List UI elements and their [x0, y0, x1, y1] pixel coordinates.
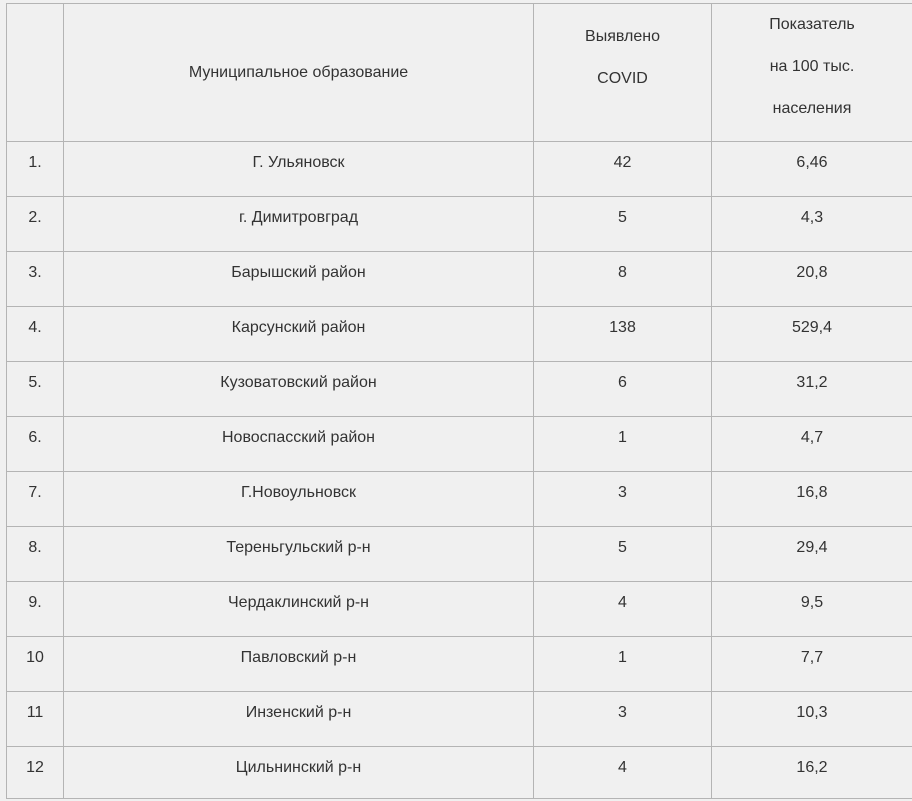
municipality-cell: Новоспасский район [64, 417, 534, 472]
cases-cell: 42 [534, 142, 712, 197]
header-rate-line3: населения [772, 100, 852, 117]
municipality-cell: Цильнинский р-н [64, 747, 534, 799]
table-row [7, 637, 912, 692]
rate-cell: 10,3 [712, 692, 912, 747]
table-body [7, 142, 912, 799]
rate-cell: 9,5 [712, 582, 912, 637]
municipality-cell: Г. Ульяновск [64, 142, 534, 197]
cases-cell: 1 [534, 637, 712, 692]
rate-cell: 16,8 [712, 472, 912, 527]
table-row [7, 417, 912, 472]
header-rate-line2: на 100 тыс. [769, 58, 855, 75]
rate-cell: 31,2 [712, 362, 912, 417]
rate-cell: 20,8 [712, 252, 912, 307]
municipality-cell: Г.Новоульновск [64, 472, 534, 527]
municipality-cell: Тереньгульский р-н [64, 527, 534, 582]
municipality-cell: Павловский р-н [64, 637, 534, 692]
cases-cell: 1 [534, 417, 712, 472]
row-number-cell: 4. [7, 307, 64, 362]
row-number-cell: 3. [7, 252, 64, 307]
cases-cell: 4 [534, 747, 712, 799]
row-number-cell: 12 [7, 747, 64, 799]
cases-cell: 3 [534, 472, 712, 527]
rate-cell: 7,7 [712, 637, 912, 692]
table-header-row [7, 4, 912, 142]
rate-cell: 4,7 [712, 417, 912, 472]
rate-cell: 29,4 [712, 527, 912, 582]
table-row [7, 582, 912, 637]
rate-cell: 6,46 [712, 142, 912, 197]
row-number-cell: 5. [7, 362, 64, 417]
row-number-cell: 11 [7, 692, 64, 747]
cases-cell: 8 [534, 252, 712, 307]
table-row [7, 197, 912, 252]
municipality-cell: Карсунский район [64, 307, 534, 362]
table-row [7, 747, 912, 799]
rate-cell: 529,4 [712, 307, 912, 362]
municipality-cell: Кузоватовский район [64, 362, 534, 417]
municipality-cell: г. Димитровград [64, 197, 534, 252]
row-number-cell: 7. [7, 472, 64, 527]
header-cases-line2: COVID [597, 70, 648, 87]
row-number-cell: 2. [7, 197, 64, 252]
table-row [7, 142, 912, 197]
header-rate [712, 4, 912, 142]
row-number-cell: 8. [7, 527, 64, 582]
municipality-cell: Барышский район [64, 252, 534, 307]
cases-cell: 5 [534, 197, 712, 252]
table-row [7, 362, 912, 417]
municipality-cell: Чердаклинский р-н [64, 582, 534, 637]
table-row [7, 527, 912, 582]
table-row [7, 307, 912, 362]
row-number-cell: 6. [7, 417, 64, 472]
municipality-cell: Инзенский р-н [64, 692, 534, 747]
table-row [7, 692, 912, 747]
cases-cell: 4 [534, 582, 712, 637]
cases-cell: 5 [534, 527, 712, 582]
header-cases-line1: Выявлено [585, 28, 660, 45]
header-rate-line1: Показатель [769, 16, 855, 33]
row-number-cell: 10 [7, 637, 64, 692]
row-number-cell: 1. [7, 142, 64, 197]
header-cases [534, 4, 712, 142]
rate-cell: 4,3 [712, 197, 912, 252]
cases-cell: 3 [534, 692, 712, 747]
cases-cell: 6 [534, 362, 712, 417]
row-number-cell: 9. [7, 582, 64, 637]
table-row [7, 252, 912, 307]
cases-cell: 138 [534, 307, 712, 362]
header-municipality: Муниципальное образование [64, 4, 534, 142]
covid-cases-table [6, 3, 912, 799]
rate-cell: 16,2 [712, 747, 912, 799]
table-row [7, 472, 912, 527]
header-num [7, 4, 64, 142]
